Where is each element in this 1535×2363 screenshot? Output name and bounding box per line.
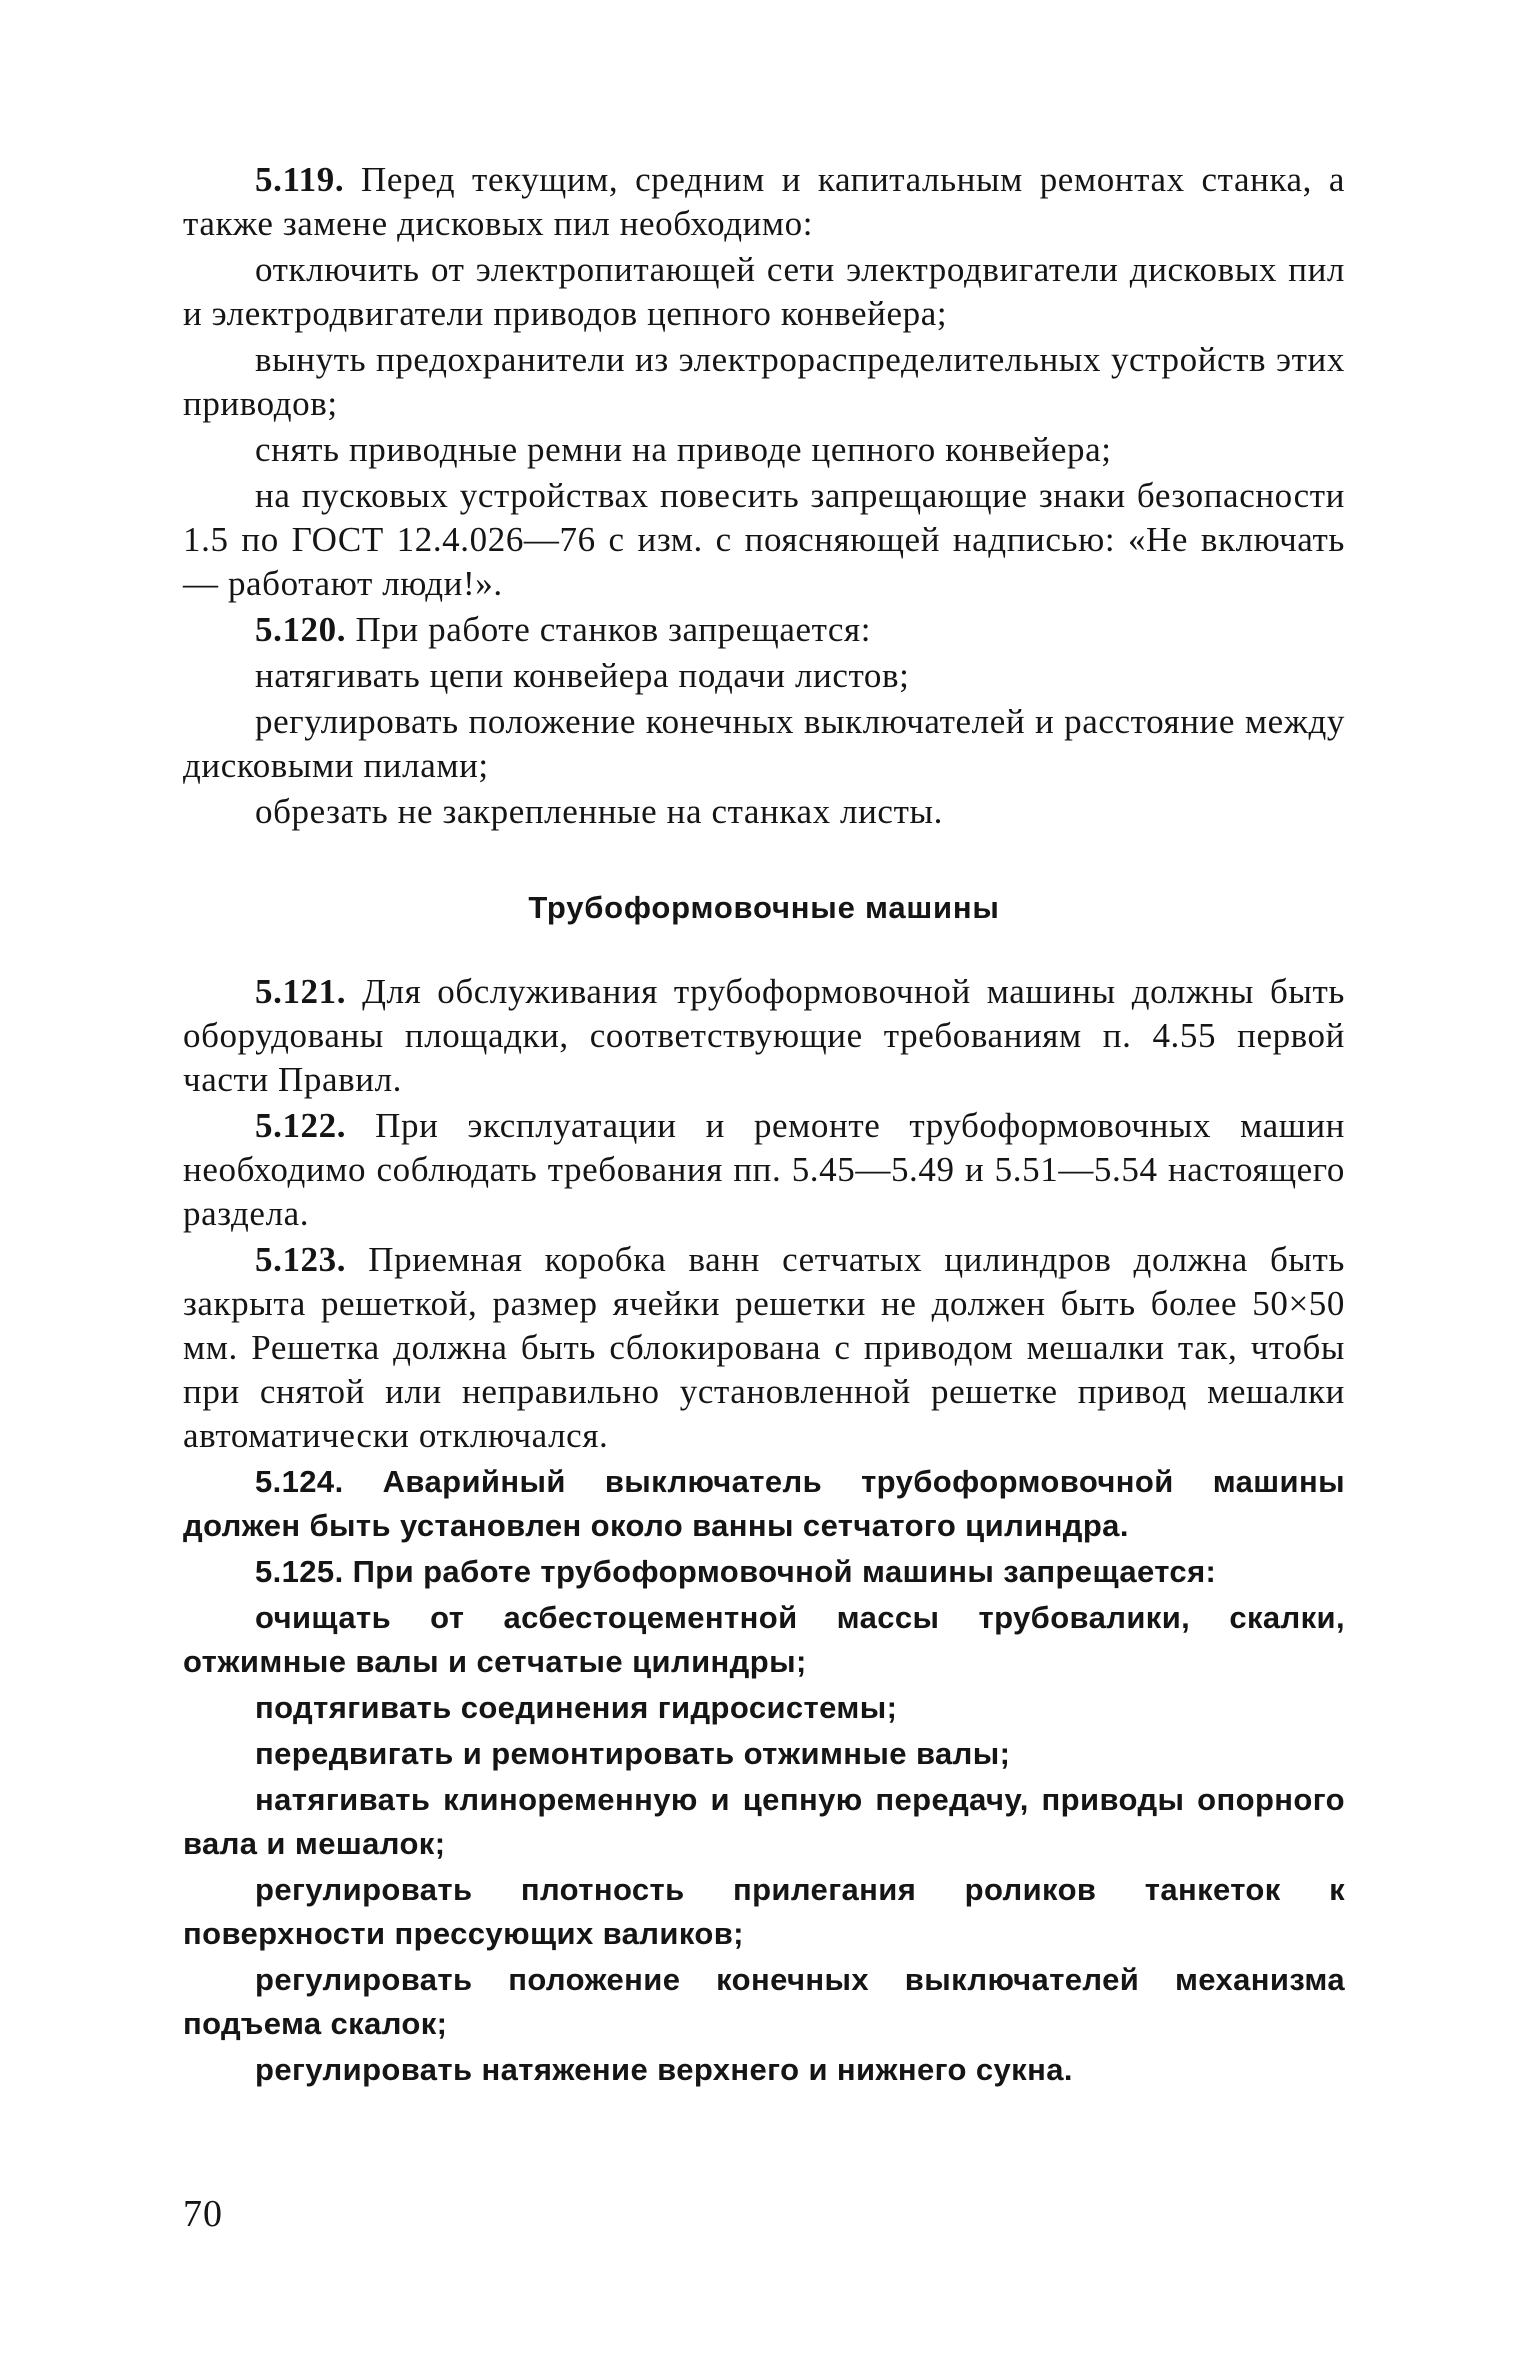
- clause-text: Приемная коробка ванн сетчатых цилиндров должна быть закрыта решеткой, размер ячейки решетки не должен быть более 50×50 мм. Решетка должна быть сблокирована с приводом мешалки так, чтобы при снятой или неправильно установленной решетке привод мешалки автоматически отключался.: [183, 1240, 1345, 1455]
- clause-number: 5.123.: [255, 1240, 347, 1279]
- list-item: на пусковых устройствах повесить запрещающие знаки безопасности 1.5 по ГОСТ 12.4.026—76 с изм. с поясняющей надписью: «Не включать — работают люди!».: [183, 476, 1345, 603]
- clause-number: 5.125.: [255, 1554, 344, 1589]
- list-item: снять приводные ремни на приводе цепного конвейера;: [255, 430, 1112, 469]
- clause-text: При эксплуатации и ремонте трубоформовочных машин необходимо соблюдать требования пп. 5.45—5.49 и 5.51—5.54 настоящего раздела.: [183, 1106, 1345, 1233]
- section-heading: Трубоформовочные машины: [528, 890, 1000, 925]
- clause-number: 5.122.: [255, 1106, 347, 1145]
- list-item: подтягивать соединения гидросистемы;: [255, 1690, 898, 1725]
- text-body: [183, 158, 1345, 2094]
- clause-text: При работе станков запрещается:: [346, 610, 872, 649]
- list-item: очищать от асбестоцементной массы трубовалики, скалки, отжимные валы и сетчатые цилиндры;: [183, 1600, 1345, 1679]
- list-item: передвигать и ремонтировать отжимные валы;: [255, 1736, 1011, 1771]
- paragraph-5-121: [183, 970, 1345, 1102]
- clause-text: При работе трубоформовочной машины запрещается:: [343, 1554, 1217, 1589]
- paragraph-5-124: [183, 1460, 1345, 1548]
- paragraph-5-119: [183, 158, 1345, 246]
- list-item: регулировать плотность прилегания роликов танкеток к поверхности прессующих валиков;: [183, 1872, 1345, 1951]
- list-item: регулировать натяжение верхнего и нижнего сукна.: [255, 2052, 1073, 2087]
- list-item: вынуть предохранители из электрораспределительных устройств этих приводов;: [183, 340, 1345, 423]
- list-item: натягивать клиноременную и цепную передачу, приводы опорного вала и мешалок;: [183, 1782, 1345, 1861]
- list-item: регулировать положение конечных выключателей и расстояние между дисковыми пилами;: [183, 702, 1345, 785]
- clause-number: 5.120.: [255, 610, 347, 649]
- list-item: натягивать цепи конвейера подачи листов;: [255, 656, 910, 695]
- list-item: обрезать не закрепленные на станках листы.: [255, 792, 943, 831]
- paragraph-5-123: [183, 1238, 1345, 1458]
- list-item: отключить от электропитающей сети электродвигатели дисковых пил и электродвигатели приводов цепного конвейера;: [183, 250, 1345, 333]
- clause-number: 5.121.: [255, 972, 347, 1011]
- paragraph-5-120: [183, 608, 1345, 652]
- paragraph-5-122: [183, 1104, 1345, 1236]
- clause-text: Для обслуживания трубоформовочной машины должны быть оборудованы площадки, соответствующие требованиям п. 4.55 первой части Правил.: [183, 972, 1345, 1099]
- clause-text: Аварийный выключатель трубоформовочной машины должен быть установлен около ванны сетчатого цилиндра.: [183, 1464, 1345, 1543]
- clause-number: 5.119.: [255, 160, 345, 199]
- page-number: 70: [183, 2193, 223, 2235]
- clause-number: 5.124.: [255, 1464, 344, 1499]
- list-item: регулировать положение конечных выключателей механизма подъема скалок;: [183, 1962, 1345, 2041]
- clause-text: Перед текущим, средним и капитальным ремонтах станка, а также замене дисковых пил необходимо:: [183, 160, 1345, 243]
- paragraph-5-125: [183, 1550, 1345, 1594]
